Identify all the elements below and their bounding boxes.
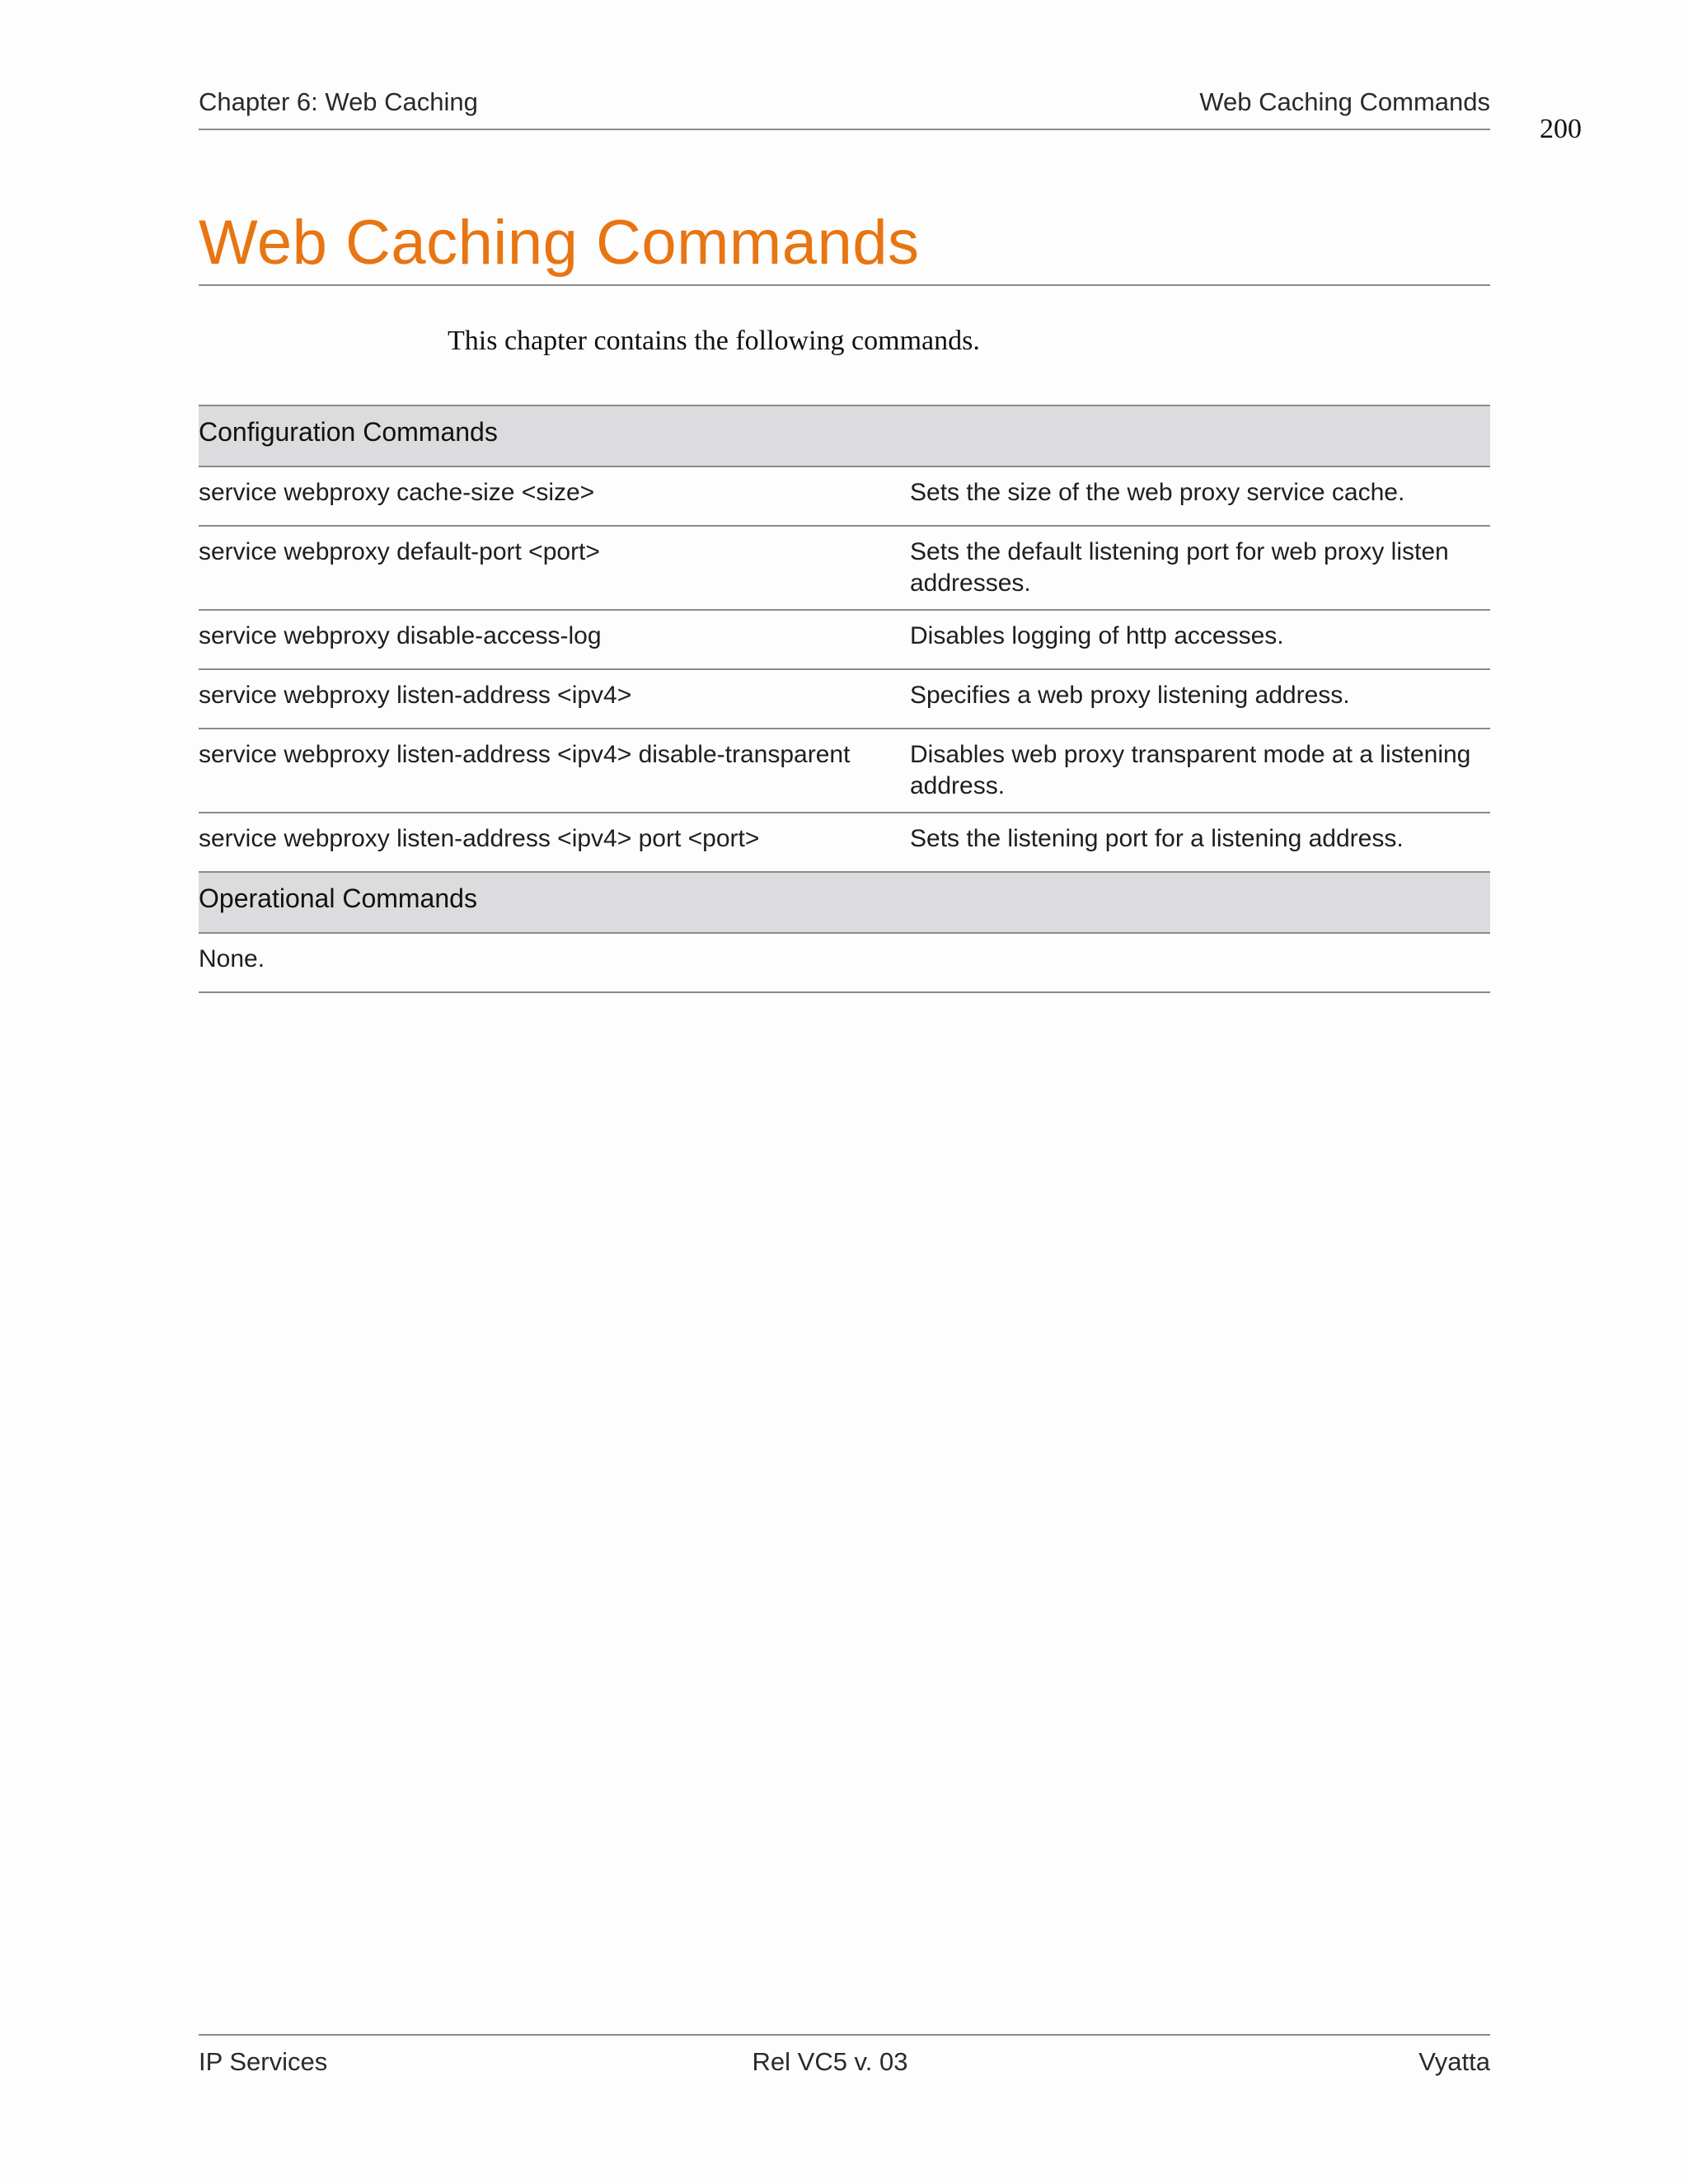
table-row (199, 466, 1490, 526)
header-section: Web Caching Commands (1199, 87, 1490, 116)
command-cell: service webproxy cache-size <size> (199, 466, 910, 526)
running-footer (199, 2034, 1490, 2077)
page-number: 200 (1540, 114, 1582, 144)
running-header (199, 87, 1490, 130)
footer-center: Rel VC5 v. 03 (752, 2047, 908, 2076)
description-cell: Sets the default listening port for web proxy listen addresses. (910, 526, 1490, 610)
configuration-section-header (199, 405, 1490, 466)
header-chapter: Chapter 6: Web Caching (199, 87, 478, 116)
table-row (199, 610, 1490, 669)
footer-right: Vyatta (1418, 2047, 1490, 2076)
description-cell (910, 933, 1490, 992)
table-row (199, 729, 1490, 813)
description-cell: Sets the size of the web proxy service cache. (910, 466, 1490, 526)
commands-table (199, 405, 1490, 993)
configuration-heading: Configuration Commands (199, 405, 1490, 466)
command-cell: service webproxy default-port <port> (199, 526, 910, 610)
table-row (199, 933, 1490, 992)
table-row (199, 813, 1490, 872)
operational-section-header (199, 872, 1490, 933)
description-cell: Disables web proxy transparent mode at a listening address. (910, 729, 1490, 813)
description-cell: Sets the listening port for a listening address. (910, 813, 1490, 872)
table-row (199, 669, 1490, 729)
command-cell: service webproxy listen-address <ipv4> port <port> (199, 813, 910, 872)
description-cell: Specifies a web proxy listening address. (910, 669, 1490, 729)
command-cell: None. (199, 933, 910, 992)
description-cell: Disables logging of http accesses. (910, 610, 1490, 669)
intro-paragraph: This chapter contains the following commands. (448, 326, 980, 356)
command-cell: service webproxy listen-address <ipv4> disable-transparent (199, 729, 910, 813)
footer-left: IP Services (199, 2047, 328, 2076)
table-row (199, 526, 1490, 610)
command-cell: service webproxy disable-access-log (199, 610, 910, 669)
page-title: Web Caching Commands (199, 202, 1490, 286)
operational-heading: Operational Commands (199, 872, 1490, 933)
command-cell: service webproxy listen-address <ipv4> (199, 669, 910, 729)
